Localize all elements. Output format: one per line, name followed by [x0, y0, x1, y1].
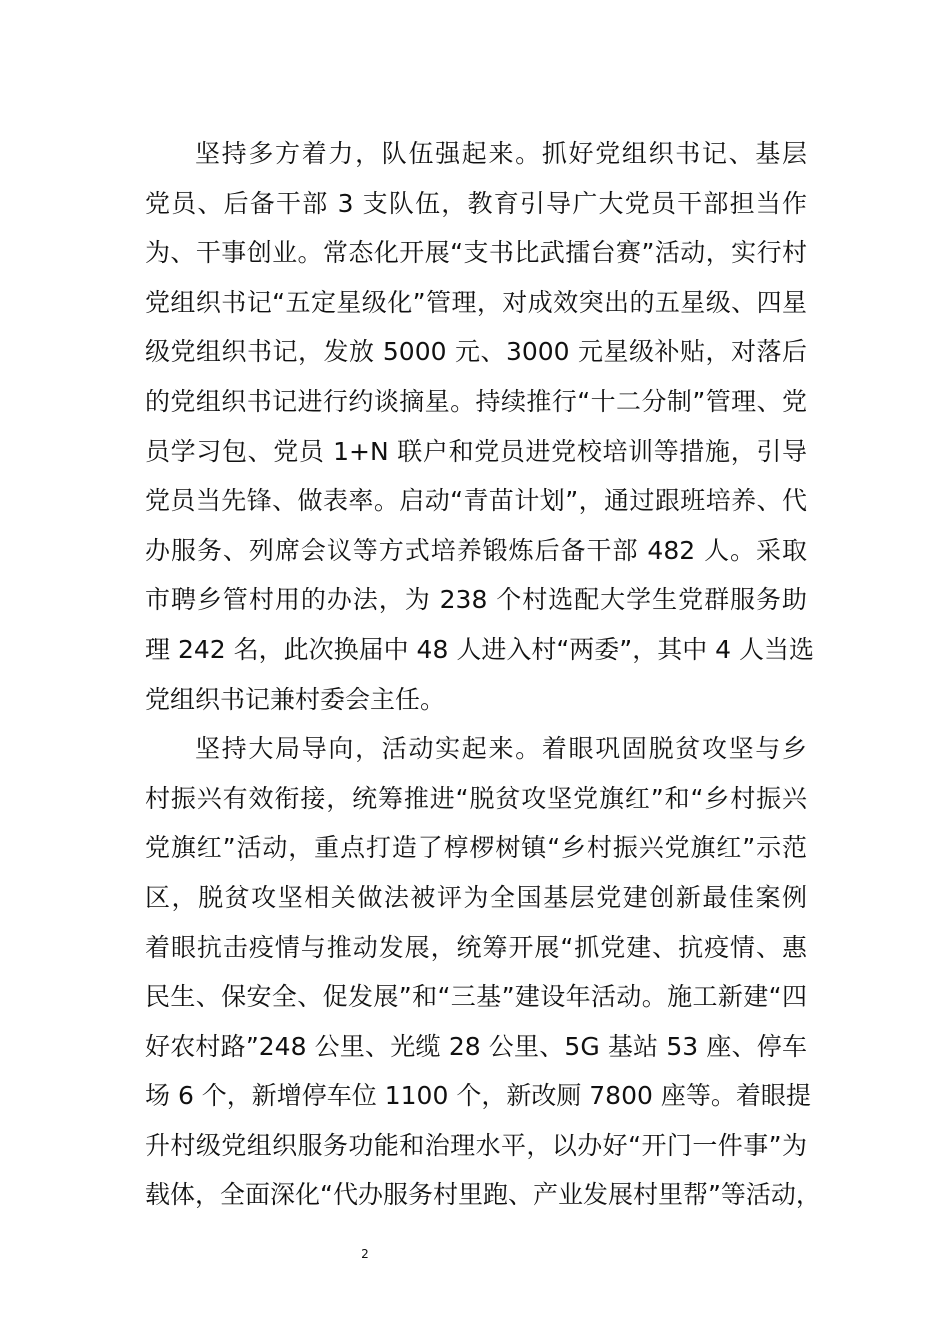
- text-line: 级党组织书记，发放 5000 元、3000 元星级补贴，对落后: [145, 337, 807, 367]
- paragraph-team-building: [145, 129, 815, 724]
- text-line: 场 6 个，新增停车位 1100 个，新改厕 7800 座等。着眼提: [145, 1081, 811, 1111]
- text-line: 党组织书记“五定星级化”管理，对成效突出的五星级、四星: [145, 287, 807, 317]
- text-line: 办服务、列席会议等方式培养锻炼后备干部 482 人。采取: [145, 535, 807, 565]
- body-text: [145, 129, 821, 1220]
- text-line: 党员当先锋、做表率。启动“青苗计划”，通过跟班培养、代: [145, 486, 807, 516]
- text-line: 好农村路”248 公里、光缆 28 公里、5G 基站 53 座、停车: [145, 1031, 807, 1061]
- text-line: 理 242 名，此次换届中 48 人进入村“两委”，其中 4 人当选: [145, 634, 815, 664]
- text-line: 员学习包、党员 1+N 联户和党员进党校培训等措施，引导: [145, 436, 807, 466]
- text-line: 为、干事创业。常态化开展“支书比武擂台赛”活动，实行村: [145, 238, 807, 268]
- text-line: 的党组织书记进行约谈摘星。持续推行“十二分制”管理、党: [145, 386, 807, 416]
- text-line: 区，脱贫攻坚相关做法被评为全国基层党建创新最佳案例: [145, 882, 807, 912]
- text-line: 载体，全面深化“代办服务村里跑、产业发展村里帮”等活动，: [145, 1180, 821, 1210]
- text-line: 坚持多方着力，队伍强起来。抓好党组织书记、基层: [195, 139, 807, 168]
- paragraph-activities: [145, 724, 821, 1220]
- text-line: 坚持大局导向，活动实起来。着眼巩固脱贫攻坚与乡: [195, 734, 807, 764]
- text-line: 市聘乡管村用的办法，为 238 个村选配大学生党群服务助: [145, 585, 807, 615]
- page-number: 2: [361, 1247, 369, 1261]
- text-line: 党组织书记兼村委会主任。: [145, 684, 446, 714]
- text-line: 着眼抗击疫情与推动发展，统筹开展“抓党建、抗疫情、惠: [145, 932, 807, 962]
- text-line: 民生、保安全、促发展”和“三基”建设年活动。施工新建“四: [145, 982, 807, 1012]
- text-line: 村振兴有效衔接，统筹推进“脱贫攻坚党旗红”和“乡村振兴: [145, 783, 807, 813]
- text-line: 升村级党组织服务功能和治理水平，以办好“开门一件事”为: [145, 1130, 807, 1160]
- text-line: 党旗红”活动，重点打造了椁椤树镇“乡村振兴党旗红”示范: [145, 833, 807, 863]
- text-line: 党员、后备干部 3 支队伍，教育引导广大党员干部担当作: [145, 188, 807, 218]
